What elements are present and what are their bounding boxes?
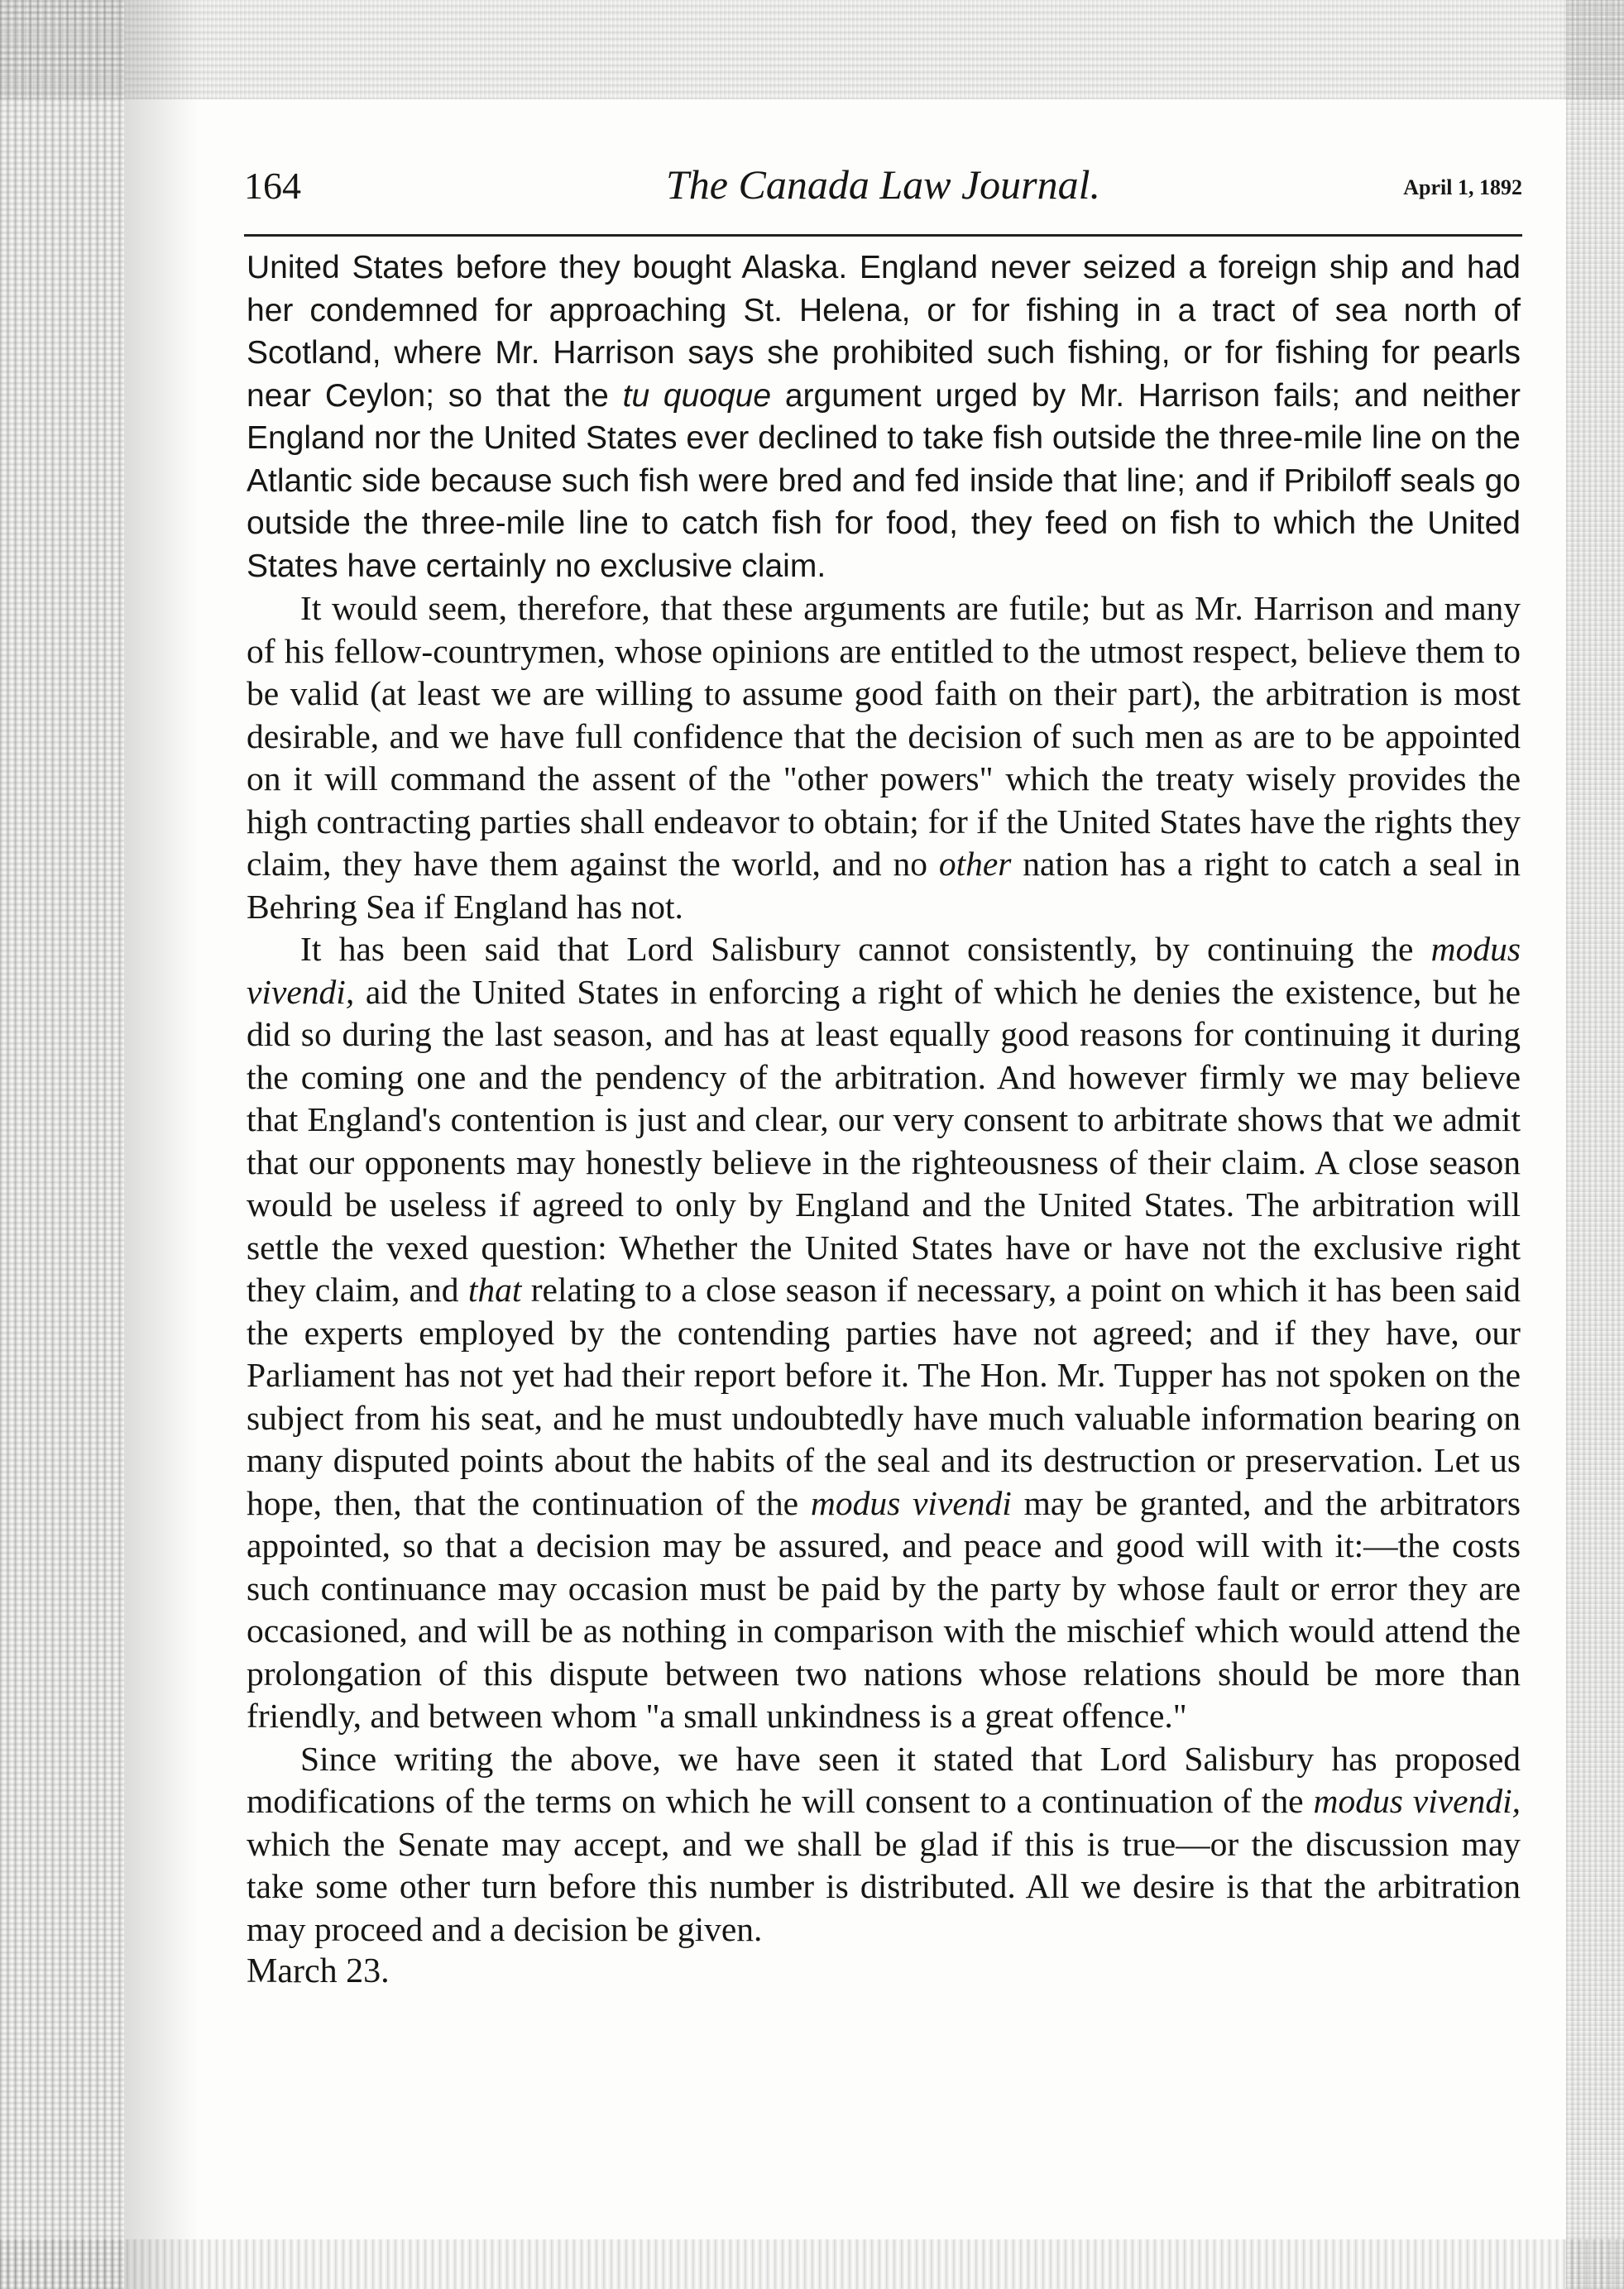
scan-edge-left-shadow — [124, 0, 199, 2289]
paragraph-2: It would seem, therefore, that these arguments are futile; but as Mr. Harrison and many of his fellow-countrymen, whose opinions are entitled to the utmost respect, believe them to be valid (at least we are willing to assume good faith on their part), the arbitration is most desirable, and we have full confidence that the decision of such men as are to be appointed on it will command the assent of the "other powers" which the treaty wisely provides the high contracting parties shall endeavor to obtain; for if the United States have the rights they claim, they have them against the world, and no other nation has a right to catch a seal in Behring Sea if England has not. — [247, 589, 1521, 926]
signoff-date: March 23. — [247, 1952, 390, 1990]
scan-edge-top — [0, 0, 1624, 99]
scan-edge-right — [1566, 0, 1624, 2289]
paragraph-3: It has been said that Lord Salisbury cannot consistently, by continuing the modus vivendi, aid the United States in enforcing a right of which he denies the existence, but he did so during the last season, and has at least equally good reasons for continuing it during the coming one and the pendency of the arbitration. And however firmly we may believe that England's contention is just and clear, our very consent to arbitrate shows that we admit that our opponents may honestly believe in the righteousness of their claim. A close season would be useless if agreed to only by England and the United States. The arbitration will settle the vexed question: Whether the United States have or have not the exclusive right they claim, and that relating to a close season if necessary, a point on which it has been said the experts employed by the contending parties have not agreed; and if they have, our Parliament has not yet had their report before it. The Hon. Mr. Tupper has not spoken on the subject from his seat, and he must undoubtedly have much valuable information bearing on many disputed points about the habits of the seal and its destruction or preservation. Let us hope, then, that the continuation of the modus vivendi may be granted, and the arbitrators appointed, so that a decision may be assured, and peace and good will with it:—the costs such continuance may occasion must be paid by the party by whose fault or error they are occasioned, and will be as nothing in comparison with the mischief which would attend the prolongation of this dispute between two nations whose relations should be more than friendly, and between whom "a small unkindness is a great offence." — [247, 930, 1521, 1735]
running-header — [244, 157, 1522, 223]
scan-edge-left — [0, 0, 124, 2289]
article-body — [247, 247, 1521, 1994]
paragraph-4: Since writing the above, we have seen it stated that Lord Salisbury has proposed modifications of the terms on which he will consent to a continuation of the modus vivendi, which the Senate may accept, and we shall be glad if this is true—or the discussion may take some other turn before this number is distributed. All we desire is that the arbitration may proceed and a decision be given. — [247, 1739, 1521, 1948]
page-number: 164 — [244, 165, 301, 207]
journal-title: The Canada Law Journal. — [665, 161, 1101, 208]
issue-date: April 1, 1892 — [1403, 175, 1522, 199]
header-rule — [244, 234, 1522, 237]
paragraph-1: United States before they bought Alaska. England never seized a foreign ship and had her condemned for approaching St. Helena, or for fishing in a tract of sea north of Scotland, where Mr. Harrison says she prohibited such fishing, or for fishing for pearls near Ceylon; so that the tu quoque argument urged by Mr. Harrison fails; and neither England nor the United States ever declined to take fish outside the three-mile line on the Atlantic side because such fish were bred and fed inside that line; and if Pribiloff seals go outside the three-mile line to catch fish for food, they feed on fish to which the United States have certainly no exclusive claim. — [247, 250, 1521, 584]
scan-edge-bottom — [0, 2239, 1624, 2289]
